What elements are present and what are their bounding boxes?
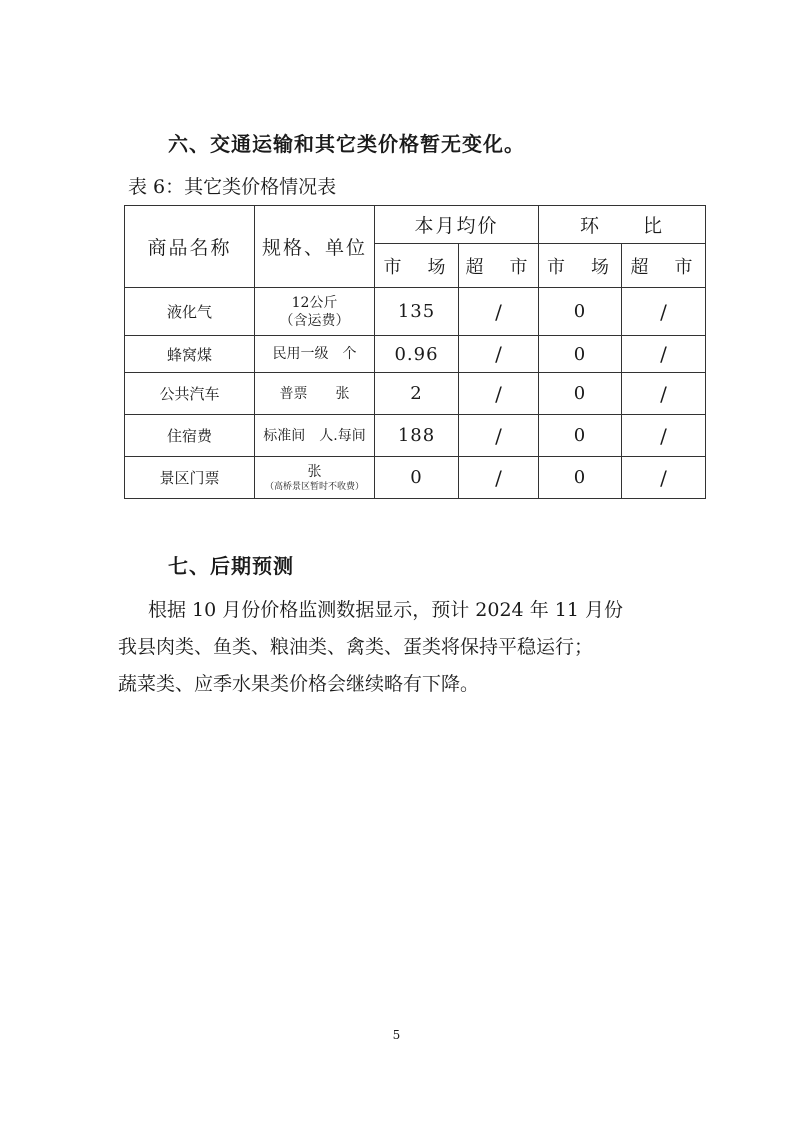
subheader-supermarket: 超 市 (622, 244, 706, 288)
item-spec: 普票 张 (255, 373, 375, 415)
item-name: 住宿费 (125, 415, 255, 457)
table-row (125, 336, 706, 373)
header-name: 商品名称 (125, 206, 255, 288)
avg-market: 135 (375, 288, 459, 336)
mom-supermarket: / (622, 288, 706, 336)
header-month-on-month: 环 比 (539, 206, 706, 244)
table-row (125, 457, 706, 499)
section-heading-transport: 六、交通运输和其它类价格暂无变化。 (168, 132, 525, 156)
table-header-row (125, 206, 706, 244)
item-spec: 标准间 人.每间 (255, 415, 375, 457)
avg-market: 188 (375, 415, 459, 457)
avg-supermarket: / (459, 336, 539, 373)
table-row (125, 415, 706, 457)
item-spec: 民用一级 个 (255, 336, 375, 373)
avg-supermarket: / (459, 288, 539, 336)
item-name: 蜂窝煤 (125, 336, 255, 373)
avg-market: 2 (375, 373, 459, 415)
table-row (125, 288, 706, 336)
item-name: 液化气 (125, 288, 255, 336)
avg-supermarket: / (459, 415, 539, 457)
spec-line: 张 (307, 463, 322, 480)
item-name: 景区门票 (125, 457, 255, 499)
paragraph-line: 根据 10 月份价格监测数据显示，预计 2024 年 11 月份 (148, 599, 623, 621)
table-row (125, 373, 706, 415)
avg-supermarket: / (459, 457, 539, 499)
mom-market: 0 (539, 457, 622, 499)
section-heading-forecast: 七、后期预测 (168, 554, 294, 578)
subheader-market: 市 场 (375, 244, 459, 288)
price-table (124, 205, 706, 499)
avg-supermarket: / (459, 373, 539, 415)
header-avg-price: 本月均价 (375, 206, 539, 244)
mom-market: 0 (539, 336, 622, 373)
header-spec: 规格、单位 (255, 206, 375, 288)
mom-market: 0 (539, 415, 622, 457)
subheader-supermarket: 超 市 (459, 244, 539, 288)
page-number: 5 (392, 1028, 401, 1042)
avg-market: 0.96 (375, 336, 459, 373)
mom-market: 0 (539, 288, 622, 336)
forecast-paragraph (118, 592, 678, 703)
paragraph-line: 蔬菜类、应季水果类价格会继续略有下降。 (118, 673, 480, 695)
item-spec (255, 457, 375, 499)
mom-supermarket: / (622, 336, 706, 373)
spec-line: 12公斤 (291, 294, 338, 311)
spec-note: （高桥景区暂时不收费） (264, 481, 364, 492)
mom-market: 0 (539, 373, 622, 415)
mom-supermarket: / (622, 415, 706, 457)
spec-line: （含运费） (279, 312, 350, 329)
table-caption: 表 6：其它类价格情况表 (128, 176, 337, 198)
item-name: 公共汽车 (125, 373, 255, 415)
avg-market: 0 (375, 457, 459, 499)
item-spec (255, 288, 375, 336)
paragraph-line: 我县肉类、鱼类、粮油类、禽类、蛋类将保持平稳运行； (118, 636, 594, 658)
subheader-market: 市 场 (539, 244, 622, 288)
mom-supermarket: / (622, 373, 706, 415)
mom-supermarket: / (622, 457, 706, 499)
